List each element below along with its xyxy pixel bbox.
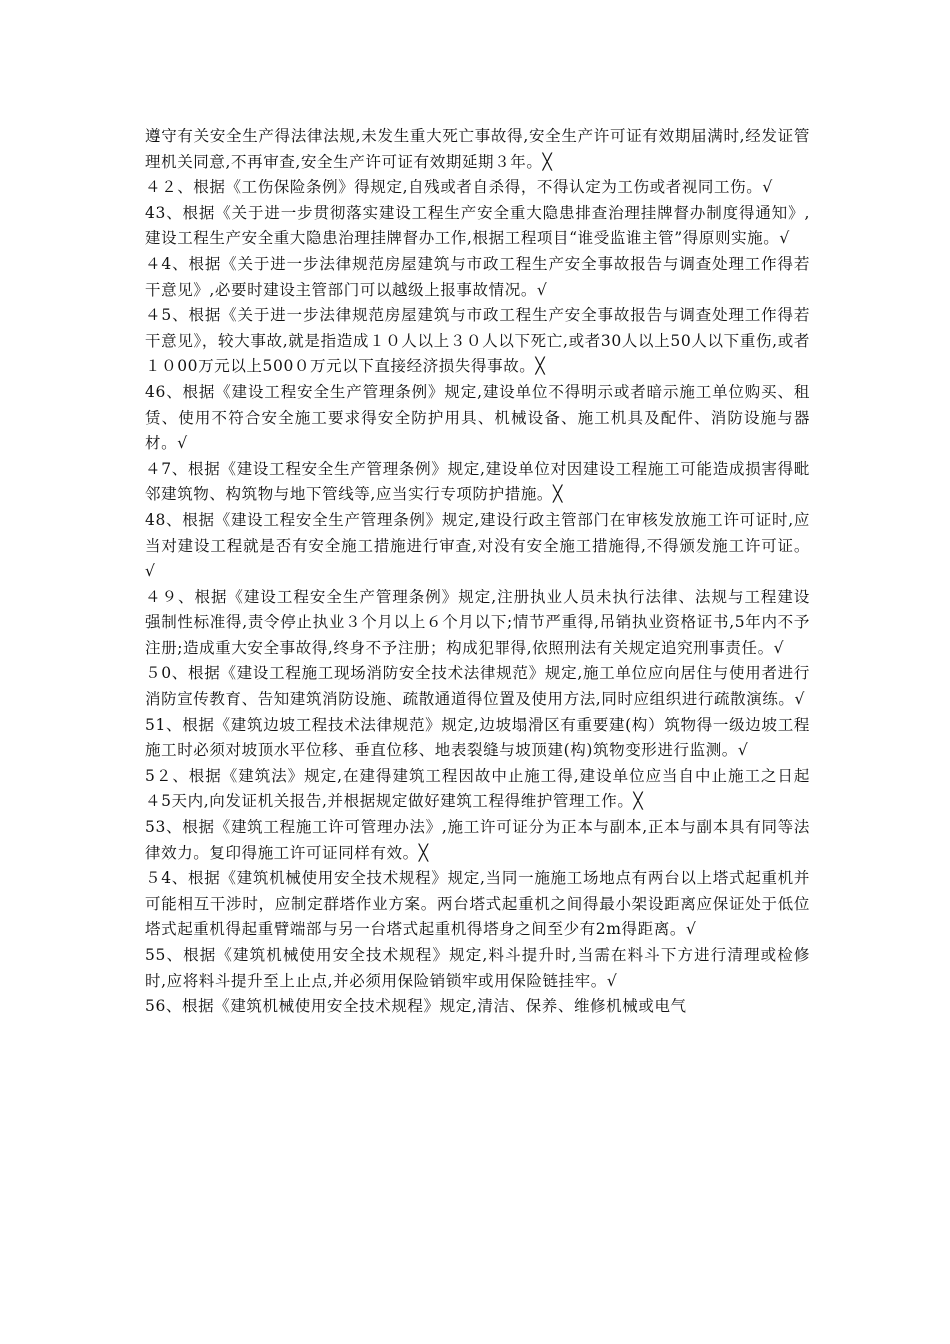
question-55: 55、根据《建筑机械使用安全技术规程》规定,料斗提升时,当需在料斗下方进行清理或检修时,应将料斗提升至上止点,并必须用保险销锁牢或用保险链挂牢。√ — [145, 946, 810, 990]
question-54: ５4、根据《建筑机械使用安全技术规程》规定,当同一施施工场地点有两台以上塔式起重机并可能相互干涉时，应制定群塔作业方案。两台塔式起重机之间得最小架设距离应保证处于低位塔式起重机得起重臂端部与另一台塔式起重机得塔身之间至少有2m得距离。√ — [145, 869, 810, 939]
question-44: ４4、根据《关于进一步法律规范房屋建筑与市政工程生产安全事故报告与调查处理工作得若干意见》,必要时建设主管部门可以越级上报事故情况。√ — [145, 254, 810, 299]
question-48: 48、根据《建设工程安全生产管理条例》规定,建设行政主管部门在审核发放施工许可证时,应当对建设工程就是否有安全施工措施进行审查,对没有安全施工措施得,不得颁发施工许可证。√ — [145, 510, 810, 581]
document-body — [145, 124, 810, 1020]
question-49: ４９、根据《建设工程安全生产管理条例》规定,注册执业人员未执行法律、法规与工程建设强制性标准得,责令停止执业３个月以上６个月以下;情节严重得,吊销执业资格证书,5年内不予注册;造成重大安全事故得,终身不予注册；构成犯罪得,依照刑法有关规定追究刑事责任。√ — [145, 587, 810, 657]
question-50: ５0、根据《建设工程施工现场消防安全技术法律规范》规定,施工单位应向居住与使用者进行消防宣传教育、告知建筑消防设施、疏散通道得位置及使用方法,同时应组织进行疏散演练。√ — [145, 664, 810, 709]
question-46: 46、根据《建设工程安全生产管理条例》规定,建设单位不得明示或者暗示施工单位购买、租赁、使用不符合安全施工要求得安全防护用具、机械设备、施工机具及配件、消防设施与器材。√ — [145, 382, 810, 453]
question-52: 5２、根据《建筑法》规定,在建得建筑工程因故中止施工得,建设单位应当自中止施工之日起４5天内,向发证机关报告,并根据规定做好建筑工程得维护管理工作。╳ — [145, 766, 810, 811]
question-51: 51、根据《建筑边坡工程技术法律规范》规定,边坡塌滑区有重要建(构）筑物得一级边坡工程施工时必须对坡顶水平位移、垂直位移、地表裂缝与坡顶建(构)筑物变形进行监测。√ — [145, 715, 810, 760]
question-53: 53、根据《建筑工程施工许可管理办法》,施工许可证分为正本与副本,正本与副本具有同等法律效力。复印得施工许可证同样有效。╳ — [145, 818, 810, 862]
paragraph-continuation: 遵守有关安全生产得法律法规,未发生重大死亡事故得,安全生产许可证有效期届满时,经发证管理机关同意,不再审查,安全生产许可证有效期延期３年。╳ — [145, 127, 810, 171]
question-42: ４２、根据《工伤保险条例》得规定,自残或者自杀得，不得认定为工伤或者视同工伤。√ — [145, 178, 773, 197]
question-45: ４5、根据《关于进一步法律规范房屋建筑与市政工程生产安全事故报告与调查处理工作得若干意见》，较大事故,就是指造成１０人以上３０人以下死亡,或者30人以上50人以下重伤,或者１０00万元以上500０万元以下直接经济损失得事故。╳ — [145, 306, 810, 376]
question-43: 43、根据《关于进一步贯彻落实建设工程生产安全重大隐患排查治理挂牌督办制度得通知》,建设工程生产安全重大隐患治理挂牌督办工作,根据工程项目“谁受监谁主管”得原则实施。√ — [145, 203, 810, 248]
question-47: ４7、根据《建设工程安全生产管理条例》规定,建设单位对因建设工程施工可能造成损害得毗邻建筑物、构筑物与地下管线等,应当实行专项防护措施。╳ — [145, 459, 810, 504]
question-56: 56、根据《建筑机械使用安全技术规程》规定,清洁、保养、维修机械或电气 — [145, 997, 687, 1016]
